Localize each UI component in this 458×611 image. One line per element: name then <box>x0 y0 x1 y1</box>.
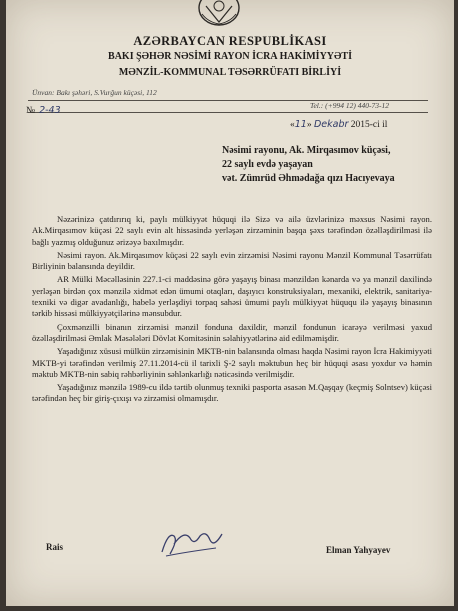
addressee-line: Nəsimi rayonu, Ak. Mirqasımov küçəsi, <box>222 145 391 156</box>
date-day: 11 <box>294 119 307 130</box>
reference-prefix: № <box>26 106 36 116</box>
letter-page <box>6 0 454 606</box>
letter-body <box>32 214 432 407</box>
addressee-block <box>222 144 442 186</box>
body-paragraph: AR Mülki Məcəlləsinin 227.1-ci maddəsinə görə yaşayış binası mənzildən kənarda və ya mənzil daxilində yerləşən birdən çox mənzilə xidmət edən ümumi otaqları, daşıyıcı konstruksiyaları, mexaniki, elektrik, sanitariya-texniki və digər avadanlığı, habelə yerləşdiyi torpaq sahəsi ümumi paylı mülkiyyət hüququ ilə yaşayış binasının tərkib hissəsi mülkiyyətçilərinə mənsubdur. <box>32 274 432 319</box>
signatory-name: Elman Yahyayev <box>326 545 391 555</box>
office-phone: Tel.: (+994 12) 440-73-12 <box>310 101 389 110</box>
office-address: Ünvan: Bakı şəhəri, S.Vurğun küçəsi, 112 <box>32 88 157 97</box>
addressee-line: 22 saylı evdə yaşayan <box>222 159 313 170</box>
letter-date: «11» Dekabr 2015-ci il <box>290 119 388 130</box>
state-emblem-icon <box>194 0 244 26</box>
header-rule-bottom <box>28 112 428 113</box>
reference-value: 2-43 <box>39 105 61 116</box>
body-paragraph: Yaşadığınız xüsusi mülkün zirzəmisinin MKTB-nin balansında olması haqda Nəsimi rayon İcra Hakimiyyəti MKTB-yi tərəfindən verilmiş 27.11.2014-cü il tarixli Ş-2 saylı məktubun heç bir hüquqi əsası yoxdur və həmin məktub MKTB-nin sabiq rəhbərliyinin səhlənkarlığı nəticəsində verilmişdir. <box>32 346 432 379</box>
department-title: MƏNZİL-KOMMUNAL TƏSƏRRÜFATI BİRLİYİ <box>118 67 342 78</box>
signatory-title: Rais <box>46 542 64 552</box>
date-year: 2015-ci il <box>350 120 388 130</box>
body-paragraph: Nəsimi rayon. Ak.Mirqasımov küçəsi 22 saylı evin zirzəmisi Nəsimi rayonu Mənzil Kommunal Təsərrüfatı Birliyinin balansında deyildir. <box>32 249 432 272</box>
executive-title: BAKI ŞƏHƏR NƏSİMİ RAYON İCRA HAKİMİYYƏTİ <box>108 51 352 62</box>
date-month: Dekabr <box>313 119 349 130</box>
handwritten-signature-icon <box>156 526 226 560</box>
reference-number <box>26 105 61 116</box>
body-paragraph: Nəzərinizə çatdırırıq ki, paylı mülkiyyət hüquqi ilə Sizə və ailə üzvlərinizə məxsus Nəsimi rayon. Ak.Mirqasımov küçəsi 22 saylı evin alt hissəsində yerləşən zirzəminin başqa şəxs tərəfindən özəlləşdirilməsi ilə bağlı yazmış olduğunuz ərizəyə baxılmışdır. <box>32 214 432 247</box>
republic-title: AZƏRBAYCAN RESPUBLİKASI <box>133 34 327 48</box>
addressee-line: vət. Zümrüd Əhmədağa qızı Hacıyevaya <box>222 173 395 184</box>
body-paragraph: Yaşadığınız mənzilə 1989-cu ildə tərtib olunmuş texniki pasporta əsasən M.Qaşqay (keçmiş Solntsev) küçəsi tərəfindən heç bir giriş-çıxışı və zirzəmisi olmamışdır. <box>32 382 432 404</box>
body-paragraph: Çoxmənzilli binanın zirzəmisi mənzil fonduna daxildir, mənzil fondunun icarəyə verilməsi yaxud özəlləşdirilməsi Əmlak Məsələləri Dövlət Komitəsinin səlahiyyətlərinə aid edilməmişdir. <box>32 321 432 343</box>
